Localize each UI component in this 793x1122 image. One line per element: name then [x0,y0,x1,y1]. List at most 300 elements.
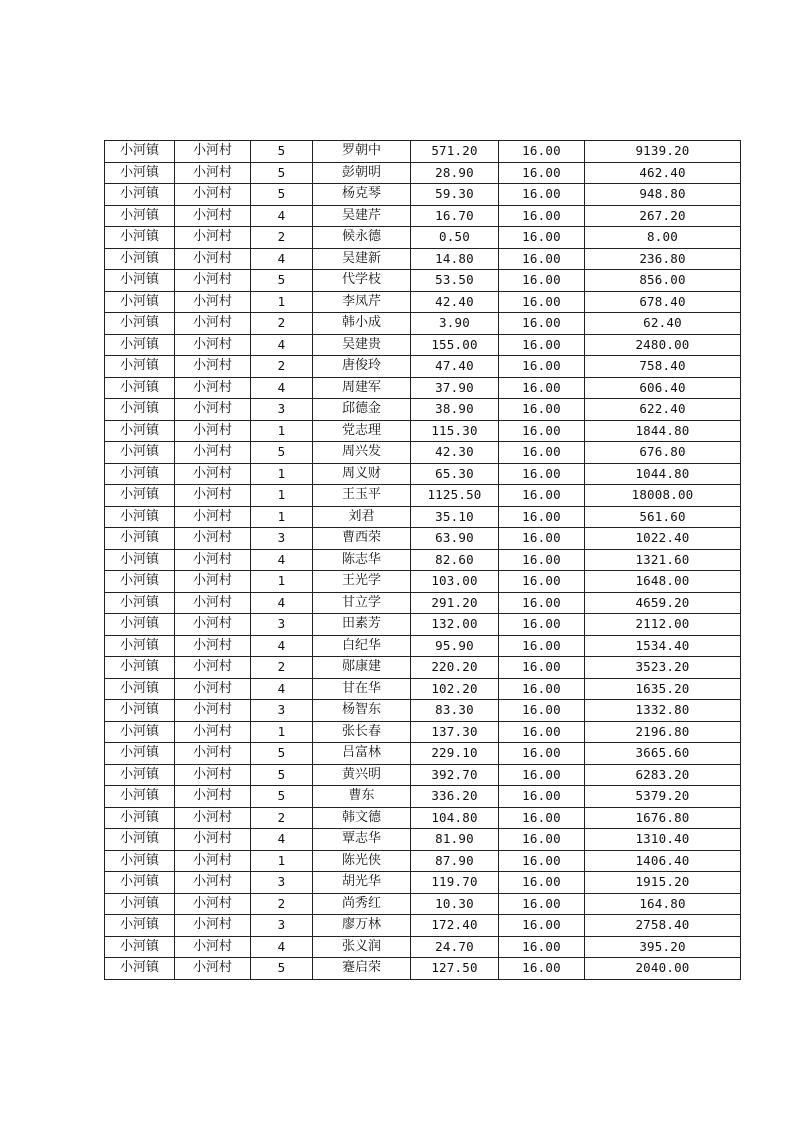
area-cell: 37.90 [411,377,499,399]
rate-cell: 16.00 [499,205,585,227]
area-cell: 220.20 [411,657,499,679]
rate-cell: 16.00 [499,657,585,679]
rate-cell: 16.00 [499,721,585,743]
name-cell: 张长春 [313,721,411,743]
amount-cell: 561.60 [585,506,741,528]
amount-cell: 2196.80 [585,721,741,743]
area-cell: 81.90 [411,829,499,851]
area-cell: 63.90 [411,528,499,550]
village-cell: 小河村 [175,678,251,700]
town-cell: 小河镇 [105,850,175,872]
area-cell: 83.30 [411,700,499,722]
group-cell: 5 [251,141,313,163]
name-cell: 王玉平 [313,485,411,507]
name-cell: 吕富林 [313,743,411,765]
amount-cell: 1022.40 [585,528,741,550]
table-row [105,205,741,227]
area-cell: 132.00 [411,614,499,636]
name-cell: 吴建芹 [313,205,411,227]
village-cell: 小河村 [175,592,251,614]
town-cell: 小河镇 [105,829,175,851]
village-cell: 小河村 [175,162,251,184]
rate-cell: 16.00 [499,141,585,163]
group-cell: 1 [251,506,313,528]
town-cell: 小河镇 [105,141,175,163]
amount-cell: 2040.00 [585,958,741,980]
table-row [105,313,741,335]
town-cell: 小河镇 [105,893,175,915]
group-cell: 4 [251,334,313,356]
name-cell: 杨克琴 [313,184,411,206]
table-body [105,141,741,980]
group-cell: 3 [251,528,313,550]
group-cell: 1 [251,721,313,743]
group-cell: 4 [251,377,313,399]
group-cell: 4 [251,205,313,227]
rate-cell: 16.00 [499,356,585,378]
area-cell: 102.20 [411,678,499,700]
area-cell: 47.40 [411,356,499,378]
table-row [105,829,741,851]
amount-cell: 462.40 [585,162,741,184]
table-row [105,248,741,270]
village-cell: 小河村 [175,184,251,206]
table-row [105,377,741,399]
area-cell: 103.00 [411,571,499,593]
area-cell: 127.50 [411,958,499,980]
group-cell: 5 [251,270,313,292]
area-cell: 35.10 [411,506,499,528]
amount-cell: 1321.60 [585,549,741,571]
table-row [105,678,741,700]
name-cell: 吴建新 [313,248,411,270]
name-cell: 代学枝 [313,270,411,292]
amount-cell: 1844.80 [585,420,741,442]
village-cell: 小河村 [175,936,251,958]
area-cell: 42.40 [411,291,499,313]
name-cell: 彭朝明 [313,162,411,184]
data-table [104,140,741,980]
village-cell: 小河村 [175,313,251,335]
town-cell: 小河镇 [105,872,175,894]
area-cell: 1125.50 [411,485,499,507]
area-cell: 14.80 [411,248,499,270]
table-row [105,485,741,507]
amount-cell: 3665.60 [585,743,741,765]
village-cell: 小河村 [175,377,251,399]
rate-cell: 16.00 [499,270,585,292]
name-cell: 陈光侠 [313,850,411,872]
town-cell: 小河镇 [105,915,175,937]
name-cell: 甘在华 [313,678,411,700]
table-row [105,549,741,571]
table-row [105,764,741,786]
town-cell: 小河镇 [105,764,175,786]
name-cell: 唐俊玲 [313,356,411,378]
rate-cell: 16.00 [499,506,585,528]
area-cell: 28.90 [411,162,499,184]
name-cell: 罗朝中 [313,141,411,163]
town-cell: 小河镇 [105,936,175,958]
group-cell: 4 [251,635,313,657]
town-cell: 小河镇 [105,485,175,507]
group-cell: 4 [251,592,313,614]
village-cell: 小河村 [175,850,251,872]
village-cell: 小河村 [175,807,251,829]
town-cell: 小河镇 [105,313,175,335]
rate-cell: 16.00 [499,936,585,958]
amount-cell: 1635.20 [585,678,741,700]
table-row [105,936,741,958]
name-cell: 田素芳 [313,614,411,636]
town-cell: 小河镇 [105,162,175,184]
rate-cell: 16.00 [499,850,585,872]
group-cell: 2 [251,313,313,335]
table-row [105,872,741,894]
name-cell: 周建军 [313,377,411,399]
rate-cell: 16.00 [499,743,585,765]
amount-cell: 948.80 [585,184,741,206]
rate-cell: 16.00 [499,377,585,399]
table-row [105,270,741,292]
name-cell: 甘立学 [313,592,411,614]
group-cell: 5 [251,958,313,980]
group-cell: 2 [251,657,313,679]
rate-cell: 16.00 [499,958,585,980]
rate-cell: 16.00 [499,420,585,442]
village-cell: 小河村 [175,614,251,636]
area-cell: 392.70 [411,764,499,786]
rate-cell: 16.00 [499,485,585,507]
table-row [105,893,741,915]
name-cell: 曹西荣 [313,528,411,550]
village-cell: 小河村 [175,743,251,765]
area-cell: 95.90 [411,635,499,657]
village-cell: 小河村 [175,700,251,722]
amount-cell: 267.20 [585,205,741,227]
rate-cell: 16.00 [499,829,585,851]
group-cell: 1 [251,571,313,593]
village-cell: 小河村 [175,915,251,937]
group-cell: 5 [251,743,313,765]
village-cell: 小河村 [175,248,251,270]
rate-cell: 16.00 [499,700,585,722]
amount-cell: 1406.40 [585,850,741,872]
table-row [105,356,741,378]
village-cell: 小河村 [175,356,251,378]
name-cell: 刘君 [313,506,411,528]
amount-cell: 236.80 [585,248,741,270]
village-cell: 小河村 [175,657,251,679]
town-cell: 小河镇 [105,506,175,528]
rate-cell: 16.00 [499,635,585,657]
amount-cell: 1648.00 [585,571,741,593]
area-cell: 229.10 [411,743,499,765]
group-cell: 1 [251,485,313,507]
area-cell: 59.30 [411,184,499,206]
group-cell: 5 [251,442,313,464]
amount-cell: 2112.00 [585,614,741,636]
area-cell: 571.20 [411,141,499,163]
name-cell: 杨智东 [313,700,411,722]
area-cell: 115.30 [411,420,499,442]
village-cell: 小河村 [175,399,251,421]
village-cell: 小河村 [175,549,251,571]
village-cell: 小河村 [175,291,251,313]
area-cell: 10.30 [411,893,499,915]
name-cell: 王光学 [313,571,411,593]
table-row [105,463,741,485]
name-cell: 曹东 [313,786,411,808]
town-cell: 小河镇 [105,571,175,593]
table-row [105,592,741,614]
area-cell: 42.30 [411,442,499,464]
area-cell: 3.90 [411,313,499,335]
group-cell: 4 [251,248,313,270]
rate-cell: 16.00 [499,807,585,829]
name-cell: 周兴发 [313,442,411,464]
table-row [105,291,741,313]
table-row [105,442,741,464]
name-cell: 覃志华 [313,829,411,851]
town-cell: 小河镇 [105,958,175,980]
table-row [105,958,741,980]
village-cell: 小河村 [175,227,251,249]
amount-cell: 1676.80 [585,807,741,829]
group-cell: 2 [251,807,313,829]
rate-cell: 16.00 [499,764,585,786]
group-cell: 1 [251,420,313,442]
table-row [105,786,741,808]
name-cell: 吴建贵 [313,334,411,356]
name-cell: 候永德 [313,227,411,249]
amount-cell: 3523.20 [585,657,741,679]
name-cell: 邱德金 [313,399,411,421]
rate-cell: 16.00 [499,678,585,700]
table-row [105,420,741,442]
amount-cell: 164.80 [585,893,741,915]
area-cell: 119.70 [411,872,499,894]
town-cell: 小河镇 [105,442,175,464]
area-cell: 104.80 [411,807,499,829]
town-cell: 小河镇 [105,549,175,571]
town-cell: 小河镇 [105,743,175,765]
group-cell: 3 [251,399,313,421]
name-cell: 胡光华 [313,872,411,894]
group-cell: 4 [251,678,313,700]
area-cell: 172.40 [411,915,499,937]
table-row [105,721,741,743]
area-cell: 24.70 [411,936,499,958]
village-cell: 小河村 [175,442,251,464]
area-cell: 38.90 [411,399,499,421]
village-cell: 小河村 [175,141,251,163]
rate-cell: 16.00 [499,227,585,249]
town-cell: 小河镇 [105,184,175,206]
town-cell: 小河镇 [105,377,175,399]
town-cell: 小河镇 [105,592,175,614]
name-cell: 郧康建 [313,657,411,679]
town-cell: 小河镇 [105,678,175,700]
table-row [105,614,741,636]
town-cell: 小河镇 [105,270,175,292]
village-cell: 小河村 [175,958,251,980]
area-cell: 82.60 [411,549,499,571]
amount-cell: 4659.20 [585,592,741,614]
group-cell: 2 [251,227,313,249]
town-cell: 小河镇 [105,614,175,636]
group-cell: 1 [251,850,313,872]
amount-cell: 5379.20 [585,786,741,808]
table-row [105,227,741,249]
village-cell: 小河村 [175,270,251,292]
village-cell: 小河村 [175,420,251,442]
area-cell: 16.70 [411,205,499,227]
group-cell: 4 [251,936,313,958]
name-cell: 陈志华 [313,549,411,571]
table-row [105,571,741,593]
village-cell: 小河村 [175,721,251,743]
area-cell: 137.30 [411,721,499,743]
town-cell: 小河镇 [105,786,175,808]
group-cell: 5 [251,162,313,184]
group-cell: 2 [251,893,313,915]
town-cell: 小河镇 [105,334,175,356]
rate-cell: 16.00 [499,915,585,937]
rate-cell: 16.00 [499,399,585,421]
table-row [105,334,741,356]
table-row [105,184,741,206]
group-cell: 1 [251,463,313,485]
village-cell: 小河村 [175,463,251,485]
rate-cell: 16.00 [499,614,585,636]
group-cell: 3 [251,915,313,937]
town-cell: 小河镇 [105,700,175,722]
name-cell: 蹇启荣 [313,958,411,980]
amount-cell: 2480.00 [585,334,741,356]
town-cell: 小河镇 [105,399,175,421]
village-cell: 小河村 [175,764,251,786]
village-cell: 小河村 [175,872,251,894]
rate-cell: 16.00 [499,248,585,270]
village-cell: 小河村 [175,635,251,657]
village-cell: 小河村 [175,506,251,528]
table-row [105,743,741,765]
rate-cell: 16.00 [499,786,585,808]
table-row [105,399,741,421]
town-cell: 小河镇 [105,420,175,442]
area-cell: 291.20 [411,592,499,614]
amount-cell: 1534.40 [585,635,741,657]
name-cell: 尚秀红 [313,893,411,915]
name-cell: 黄兴明 [313,764,411,786]
group-cell: 5 [251,184,313,206]
village-cell: 小河村 [175,205,251,227]
amount-cell: 622.40 [585,399,741,421]
name-cell: 白纪华 [313,635,411,657]
village-cell: 小河村 [175,571,251,593]
village-cell: 小河村 [175,485,251,507]
village-cell: 小河村 [175,829,251,851]
amount-cell: 1915.20 [585,872,741,894]
table-row [105,807,741,829]
area-cell: 0.50 [411,227,499,249]
town-cell: 小河镇 [105,721,175,743]
town-cell: 小河镇 [105,227,175,249]
name-cell: 党志理 [313,420,411,442]
village-cell: 小河村 [175,893,251,915]
rate-cell: 16.00 [499,334,585,356]
group-cell: 3 [251,872,313,894]
town-cell: 小河镇 [105,356,175,378]
amount-cell: 9139.20 [585,141,741,163]
rate-cell: 16.00 [499,528,585,550]
rate-cell: 16.00 [499,872,585,894]
name-cell: 张义润 [313,936,411,958]
amount-cell: 18008.00 [585,485,741,507]
amount-cell: 678.40 [585,291,741,313]
town-cell: 小河镇 [105,463,175,485]
rate-cell: 16.00 [499,313,585,335]
group-cell: 4 [251,829,313,851]
table-row [105,528,741,550]
amount-cell: 1332.80 [585,700,741,722]
table-row [105,506,741,528]
village-cell: 小河村 [175,786,251,808]
amount-cell: 8.00 [585,227,741,249]
amount-cell: 62.40 [585,313,741,335]
rate-cell: 16.00 [499,184,585,206]
table-row [105,850,741,872]
name-cell: 韩小成 [313,313,411,335]
table-row [105,700,741,722]
town-cell: 小河镇 [105,528,175,550]
rate-cell: 16.00 [499,592,585,614]
amount-cell: 1310.40 [585,829,741,851]
group-cell: 5 [251,764,313,786]
group-cell: 2 [251,356,313,378]
group-cell: 1 [251,291,313,313]
amount-cell: 606.40 [585,377,741,399]
area-cell: 155.00 [411,334,499,356]
area-cell: 53.50 [411,270,499,292]
amount-cell: 676.80 [585,442,741,464]
table-row [105,635,741,657]
rate-cell: 16.00 [499,463,585,485]
group-cell: 5 [251,786,313,808]
town-cell: 小河镇 [105,205,175,227]
rate-cell: 16.00 [499,549,585,571]
amount-cell: 1044.80 [585,463,741,485]
village-cell: 小河村 [175,528,251,550]
town-cell: 小河镇 [105,248,175,270]
rate-cell: 16.00 [499,893,585,915]
rate-cell: 16.00 [499,291,585,313]
name-cell: 廖万林 [313,915,411,937]
table-row [105,657,741,679]
amount-cell: 6283.20 [585,764,741,786]
rate-cell: 16.00 [499,162,585,184]
town-cell: 小河镇 [105,807,175,829]
group-cell: 3 [251,614,313,636]
table-row [105,162,741,184]
town-cell: 小河镇 [105,291,175,313]
amount-cell: 2758.40 [585,915,741,937]
amount-cell: 395.20 [585,936,741,958]
amount-cell: 856.00 [585,270,741,292]
rate-cell: 16.00 [499,442,585,464]
amount-cell: 758.40 [585,356,741,378]
